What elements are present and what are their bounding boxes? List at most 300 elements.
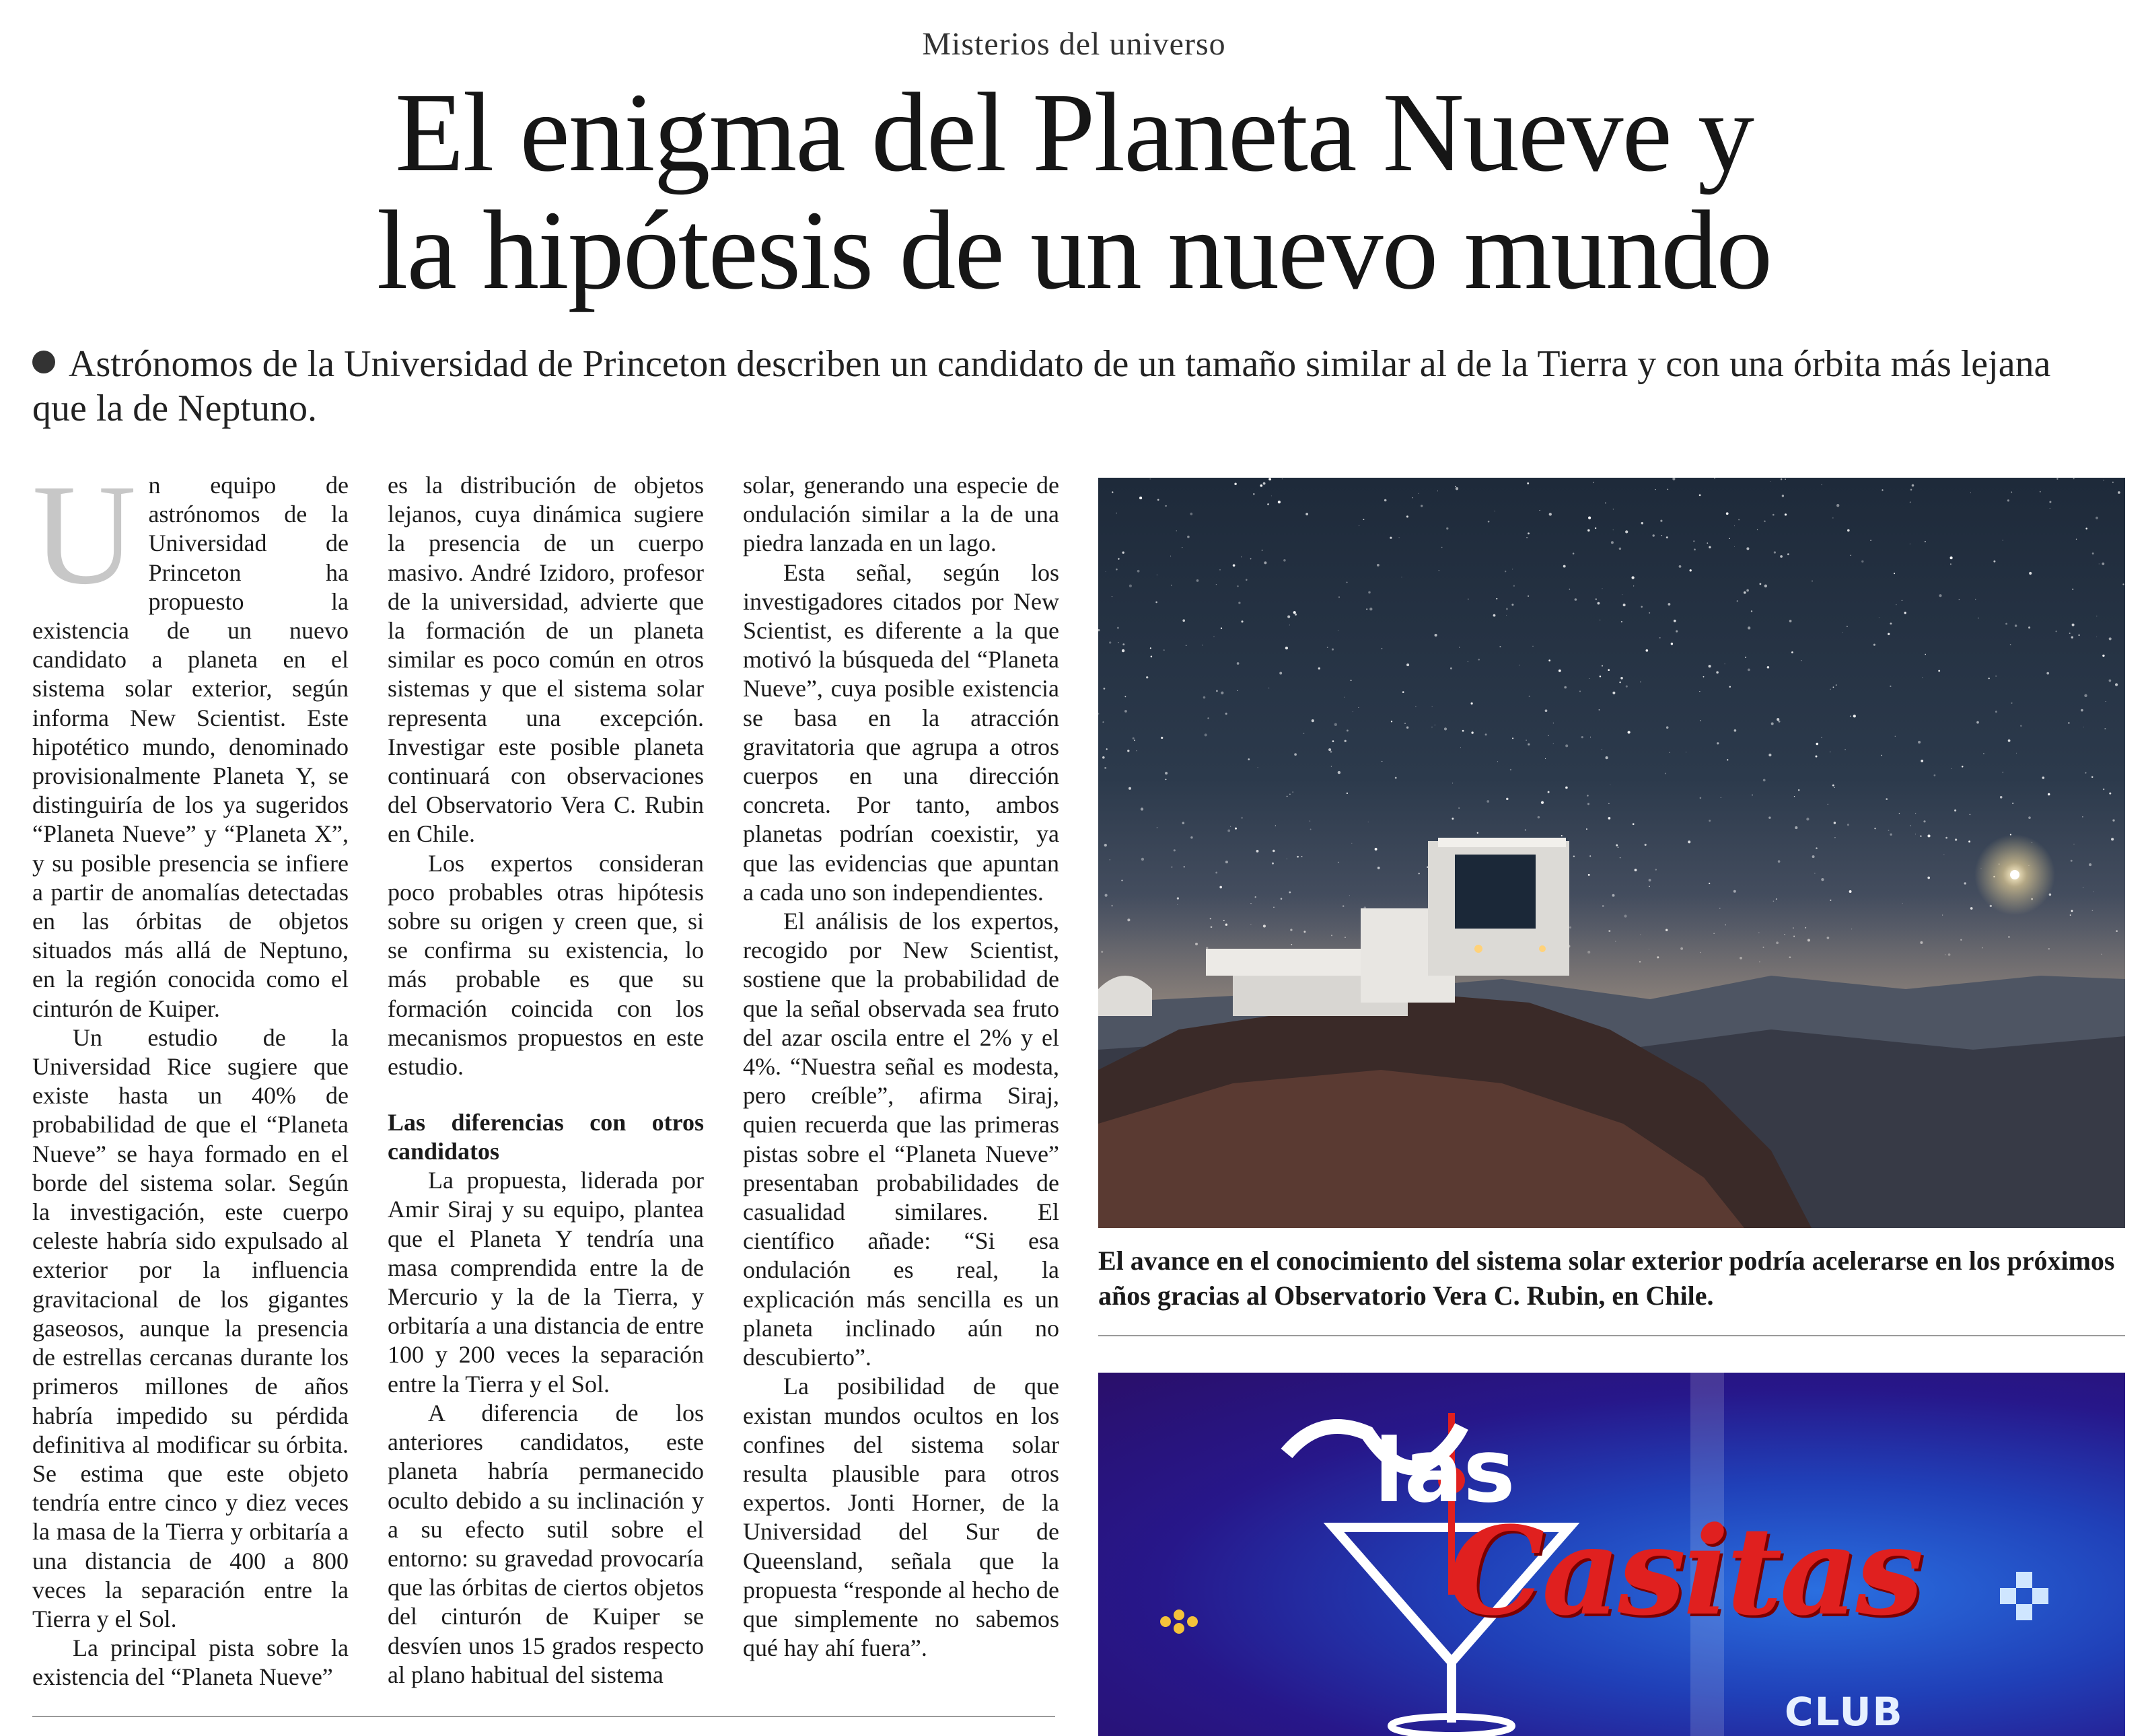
star — [1285, 647, 1288, 649]
star — [1395, 777, 1397, 779]
bullet-icon — [32, 351, 55, 373]
star — [1752, 795, 1753, 796]
observatory-night-sky-photo — [1098, 478, 2125, 1228]
star — [1187, 536, 1190, 538]
star — [1118, 558, 1119, 559]
star — [1785, 478, 1786, 480]
star — [1874, 828, 1875, 829]
star — [2042, 776, 2044, 779]
star — [1248, 758, 1250, 760]
star — [1655, 869, 1657, 870]
star — [1746, 547, 1749, 550]
star — [1671, 643, 1673, 645]
star — [1781, 478, 1783, 480]
star — [1850, 715, 1851, 717]
star — [1729, 686, 1731, 687]
star — [2020, 725, 2021, 727]
paragraph: La principal pista sobre la existencia del “Planeta Nueve” — [32, 1634, 349, 1691]
observatory-photo — [1098, 478, 2125, 1228]
star — [1137, 570, 1140, 573]
star — [1121, 880, 1122, 881]
star — [1927, 877, 1930, 879]
star — [1618, 846, 1619, 848]
star — [1293, 611, 1296, 614]
star — [1699, 495, 1701, 497]
star — [1452, 818, 1454, 820]
star — [1377, 867, 1380, 869]
star — [1798, 789, 1799, 791]
star — [1312, 719, 1314, 722]
star — [2055, 630, 2056, 632]
star — [2104, 728, 2106, 729]
star — [1150, 478, 1151, 479]
star — [1563, 565, 1566, 568]
star — [1794, 796, 1795, 797]
star — [1527, 482, 1529, 484]
star — [2081, 709, 2083, 712]
star — [1412, 497, 1413, 498]
star — [1435, 634, 1437, 637]
star — [1234, 482, 1236, 484]
star — [1821, 878, 1824, 881]
star — [1833, 686, 1834, 688]
star — [1763, 779, 1766, 782]
star — [1318, 667, 1320, 670]
star — [1375, 848, 1377, 851]
star — [2092, 552, 2094, 554]
star — [1847, 824, 1849, 826]
star — [2068, 722, 2069, 723]
headline-line-2: la hipótesis de un nuevo mundo — [376, 188, 1772, 313]
star — [1458, 807, 1459, 808]
star — [1278, 501, 1281, 503]
star — [1506, 615, 1507, 616]
star — [1141, 858, 1144, 861]
star — [2071, 860, 2073, 862]
paragraph: La posibilidad de que existan mundos ocultos en los confines del sistema solar resulta plausible para otros expertos. Jonti Horner, de la Universidad del Sur de Queensland, señala que la propuesta “responde al hecho de que simplemente no sabemos qué hay ahí fuera”. — [743, 1373, 1059, 1662]
star — [1528, 532, 1530, 534]
star — [1289, 624, 1290, 625]
bottom-rule — [32, 1716, 1055, 1717]
star — [1717, 742, 1719, 744]
star — [1328, 748, 1331, 751]
star — [1588, 874, 1590, 876]
star — [1816, 756, 1818, 758]
star — [1853, 715, 1856, 717]
star — [1812, 855, 1815, 858]
star — [1789, 620, 1792, 622]
star — [1964, 882, 1966, 884]
star — [1922, 677, 1923, 678]
star — [1649, 612, 1650, 614]
star — [1899, 813, 1900, 814]
star — [1122, 649, 1124, 652]
star — [1589, 855, 1591, 857]
star — [1602, 665, 1603, 667]
star — [1347, 793, 1348, 794]
star — [1746, 589, 1749, 592]
ad-club: CLUB — [1785, 1689, 1904, 1735]
star — [1836, 504, 1839, 507]
star — [2076, 539, 2077, 540]
star — [1581, 736, 1583, 738]
star — [1616, 844, 1618, 846]
star — [1780, 555, 1783, 558]
star — [2011, 702, 2012, 704]
star — [1652, 534, 1654, 536]
star — [1847, 626, 1848, 627]
star — [2085, 528, 2087, 530]
star — [2071, 637, 2073, 639]
star — [1667, 489, 1668, 490]
star — [1124, 710, 1127, 713]
star — [1289, 892, 1291, 894]
star — [2072, 589, 2073, 590]
star — [1104, 844, 1107, 846]
star — [1564, 686, 1567, 689]
star — [1513, 585, 1515, 587]
star — [1233, 564, 1236, 567]
star — [1668, 603, 1670, 606]
star — [1621, 621, 1622, 622]
star — [1532, 646, 1533, 647]
star — [1418, 873, 1419, 874]
star — [1545, 709, 1548, 712]
star — [1600, 676, 1602, 678]
star — [2103, 789, 2105, 791]
star — [1847, 529, 1850, 532]
star — [1842, 632, 1843, 633]
star — [1368, 591, 1370, 593]
star — [1377, 564, 1380, 567]
star — [1488, 521, 1490, 523]
star — [1250, 558, 1252, 560]
advertisement[interactable] — [1098, 1373, 2125, 1736]
star — [1709, 546, 1711, 548]
star — [1332, 740, 1334, 742]
caption-rule — [1098, 1335, 2125, 1336]
star — [1861, 560, 1863, 563]
star — [1450, 667, 1452, 670]
star — [1598, 602, 1600, 605]
star — [1745, 657, 1746, 658]
star — [1625, 530, 1628, 533]
star — [2089, 863, 2091, 866]
column-2 — [388, 471, 704, 1702]
star — [1310, 829, 1312, 830]
star — [1390, 537, 1392, 539]
star — [1882, 489, 1883, 491]
star — [1619, 548, 1622, 550]
star — [1579, 690, 1581, 692]
star — [1649, 886, 1650, 888]
star — [1406, 515, 1408, 517]
star — [1918, 741, 1921, 744]
star — [1190, 513, 1192, 515]
star — [1106, 748, 1108, 750]
star — [1478, 659, 1480, 661]
star — [1748, 626, 1750, 629]
star — [1744, 591, 1746, 594]
star — [1612, 692, 1615, 694]
paragraph: El análisis de los expertos, recogido por New Scientist, sostiene que la probabilidad de que la señal observada sea fruto del azar oscila entre el 2% y el 4%. “Nuestra señal es modesta, pero creíble”, afirma Siraj, quien recuerda que las primeras pistas sobre el “Planeta Nueve” presentaban probabilidades de casualidad similares. El científico añade: “Si esa ondulación es real, la explicación más sencilla es un planeta inclinado aún no descubierto”. — [743, 908, 1059, 1371]
star — [1528, 595, 1529, 597]
star — [1674, 620, 1676, 622]
star — [1834, 837, 1836, 838]
star — [1272, 863, 1274, 865]
star — [1219, 569, 1221, 571]
star — [1104, 688, 1106, 690]
star — [1471, 731, 1473, 733]
star — [1129, 585, 1132, 587]
star — [1134, 739, 1135, 741]
star — [2102, 563, 2104, 565]
star — [1334, 723, 1337, 726]
star — [1573, 855, 1575, 857]
star — [2082, 816, 2083, 818]
star — [1406, 727, 1408, 729]
star — [2109, 637, 2112, 640]
star — [1879, 617, 1880, 618]
star — [1608, 817, 1611, 820]
star — [1150, 647, 1151, 649]
star — [1297, 856, 1299, 858]
star — [1363, 519, 1364, 520]
star — [2028, 816, 2031, 819]
ad-las: las — [1374, 1420, 1515, 1522]
star — [2109, 793, 2111, 795]
star — [1832, 517, 1833, 518]
star — [2078, 635, 2079, 636]
star — [1157, 499, 1159, 501]
star — [1369, 608, 1372, 610]
star — [1294, 753, 1297, 756]
star — [1351, 843, 1352, 844]
star — [2029, 572, 2032, 575]
star — [1512, 737, 1513, 739]
star — [1955, 838, 1957, 840]
star — [1456, 487, 1458, 490]
star — [1816, 743, 1818, 746]
star — [2040, 491, 2041, 493]
star — [1777, 718, 1779, 721]
star — [1659, 637, 1660, 638]
star — [2015, 624, 2017, 626]
paragraph: n equipo de astrónomos de la Universidad de Princeton ha propuesto la existencia de un nuevo candidato a planeta en el sistema solar exterior, según informa New Scientist. Este hipotético mundo, denominado provisionalmente Planeta Y, se distinguiría de los ya sugeridos “Planeta Nueve” y “Planeta X”, y su posible presencia se infiere a partir de anomalías detectadas en las órbitas de objetos situados más allá de Neptuno, en la región conocida como el cinturón de Kuiper. — [32, 472, 349, 1022]
star — [1366, 608, 1367, 610]
star — [1203, 696, 1206, 699]
star — [1661, 535, 1662, 536]
star — [2109, 680, 2112, 682]
star — [1569, 589, 1571, 590]
star — [1327, 647, 1328, 648]
star — [1505, 571, 1506, 572]
star — [1538, 816, 1540, 819]
star — [1888, 633, 1890, 635]
star — [1620, 677, 1623, 680]
star — [1471, 702, 1473, 704]
star — [2072, 624, 2075, 626]
star — [1575, 598, 1577, 601]
star — [1528, 744, 1530, 746]
star — [1894, 573, 1895, 574]
star — [1707, 542, 1708, 544]
star — [1595, 528, 1596, 529]
star — [1910, 501, 1911, 503]
star — [1462, 730, 1464, 732]
star — [1608, 803, 1610, 804]
star — [1773, 514, 1775, 516]
star — [1391, 721, 1392, 722]
star — [1109, 641, 1111, 643]
star — [1174, 849, 1176, 851]
star — [1962, 766, 1964, 768]
star — [1268, 478, 1271, 480]
star — [1700, 797, 1702, 799]
star — [1237, 585, 1238, 587]
star — [2115, 683, 2118, 686]
star — [1485, 733, 1487, 735]
star — [1886, 798, 1888, 800]
star — [1939, 594, 1941, 597]
star — [1205, 733, 1207, 736]
star — [1934, 774, 1936, 776]
star — [1959, 599, 1960, 600]
star — [1870, 540, 1871, 541]
star — [1954, 809, 1956, 811]
star — [1124, 696, 1126, 697]
star — [1672, 478, 1675, 480]
star — [1950, 556, 1953, 559]
deck-text: Astrónomos de la Universidad de Princeton describen un candidato de un tamaño similar al de la Tierra y con una órbita más lejana que la de Neptuno. — [32, 343, 2051, 429]
star — [1260, 484, 1262, 487]
star — [1468, 599, 1469, 600]
star — [2112, 482, 2114, 483]
star — [1338, 771, 1340, 774]
star — [1455, 486, 1456, 487]
star — [2048, 793, 2050, 796]
star — [1166, 505, 1167, 507]
star — [1633, 823, 1635, 825]
star — [1116, 569, 1118, 571]
star — [1767, 666, 1770, 669]
star — [2073, 478, 2075, 479]
star — [1506, 798, 1508, 800]
star — [1989, 678, 1990, 679]
star — [1734, 729, 1737, 732]
star — [1666, 726, 1669, 729]
star — [1525, 829, 1526, 830]
star — [1910, 489, 1912, 491]
star — [1565, 787, 1568, 789]
star — [1565, 744, 1568, 747]
star — [2122, 583, 2124, 585]
star — [1221, 692, 1223, 694]
star — [1493, 614, 1496, 617]
star — [1345, 740, 1347, 742]
star — [1098, 713, 1099, 715]
star — [1834, 822, 1836, 824]
star — [1227, 830, 1230, 832]
star — [1951, 768, 1952, 769]
star — [1279, 672, 1282, 675]
star — [2012, 803, 2013, 804]
star — [1241, 620, 1243, 622]
star — [1921, 760, 1923, 762]
star — [1812, 581, 1813, 582]
star — [1141, 807, 1143, 810]
star — [1166, 779, 1167, 780]
star — [1262, 550, 1263, 551]
star — [1599, 709, 1600, 711]
star — [1526, 739, 1527, 741]
star — [1968, 840, 1970, 842]
star — [1768, 754, 1771, 756]
star — [1268, 688, 1270, 689]
star — [1830, 689, 1831, 690]
star — [1165, 772, 1168, 774]
star — [1510, 769, 1511, 770]
star — [1241, 556, 1242, 557]
star — [1164, 649, 1165, 651]
star — [1271, 495, 1272, 496]
star — [1264, 561, 1266, 564]
star — [1920, 835, 1922, 837]
star — [2056, 478, 2058, 480]
star — [1881, 755, 1882, 756]
star — [1127, 750, 1129, 752]
star — [1764, 520, 1765, 521]
star — [1626, 686, 1628, 688]
star — [1709, 883, 1710, 884]
star — [1246, 579, 1248, 581]
star — [1216, 584, 1217, 585]
star — [1196, 579, 1199, 582]
star — [1912, 484, 1914, 487]
star — [1586, 828, 1587, 830]
deck — [32, 342, 2105, 431]
star — [1242, 818, 1243, 819]
star — [1760, 583, 1762, 585]
star — [1836, 684, 1837, 686]
star — [1791, 651, 1793, 653]
star — [1641, 606, 1643, 608]
star — [1751, 610, 1752, 612]
star — [2028, 626, 2030, 628]
star — [1230, 826, 1231, 827]
star — [1726, 512, 1729, 515]
star — [1693, 540, 1694, 542]
star — [1679, 565, 1682, 568]
star — [1573, 552, 1575, 554]
star — [1690, 569, 1692, 571]
star — [1225, 861, 1228, 863]
star — [1238, 602, 1240, 604]
ad-brand: Casitas — [1448, 1500, 1921, 1642]
star — [1406, 663, 1409, 666]
star — [1548, 791, 1550, 793]
star — [1282, 478, 1283, 479]
star — [1347, 729, 1349, 731]
paragraph: Los expertos consideran poco probables otras hipótesis sobre su origen y creen que, si se confirma su existencia, lo más probable es que su formación coincida con los mecanismos propuestos en este estudio. — [388, 849, 704, 1081]
star — [2099, 563, 2100, 564]
star — [2085, 772, 2087, 774]
star — [1215, 872, 1217, 874]
star — [1596, 598, 1597, 600]
star — [1263, 482, 1266, 485]
star — [1709, 665, 1711, 667]
star — [2118, 491, 2120, 494]
